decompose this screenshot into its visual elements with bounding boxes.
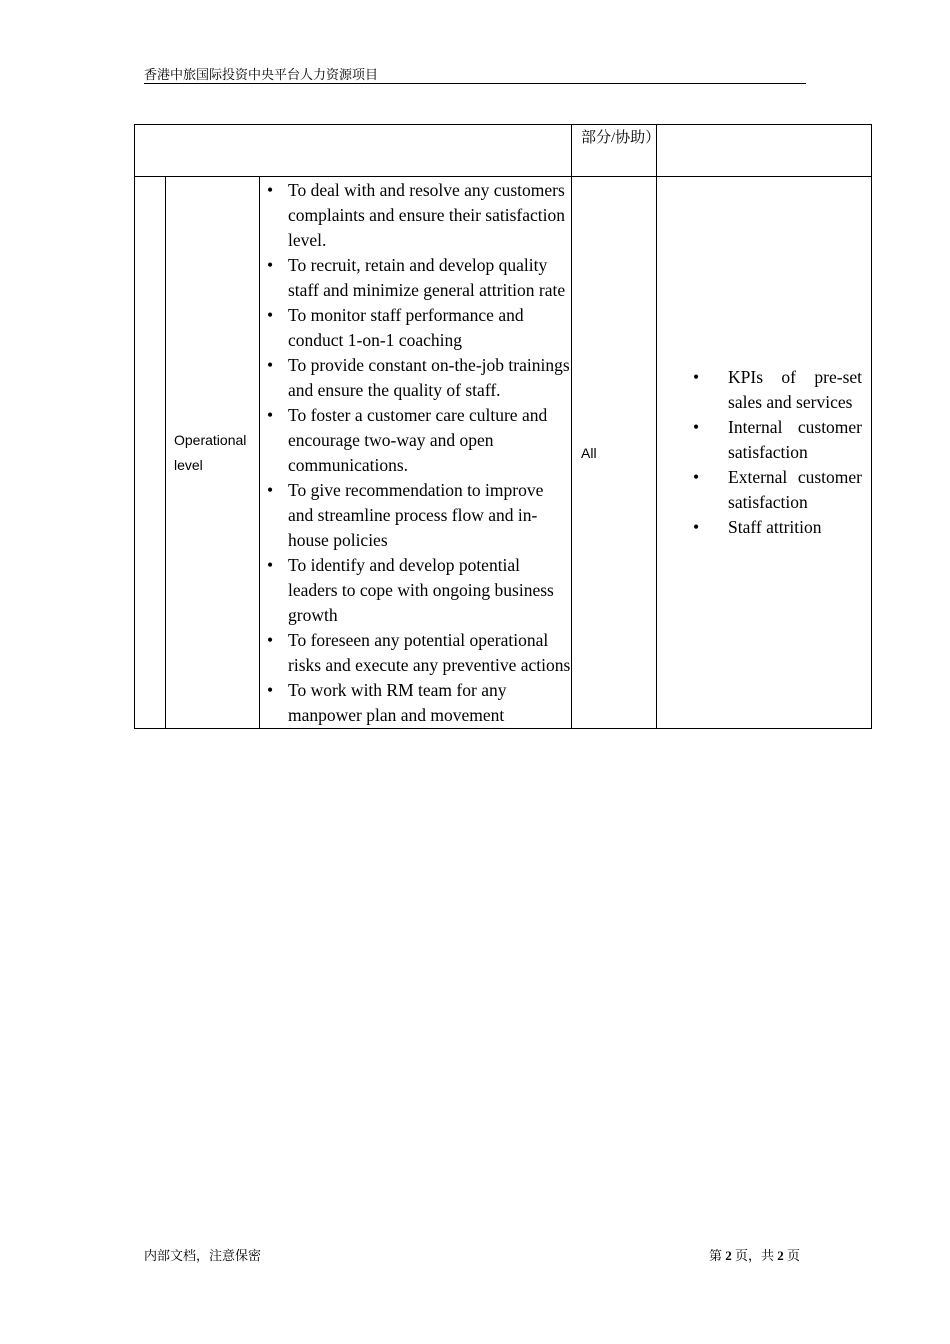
bullet-icon: • <box>267 255 274 275</box>
task-item-text: To recruit, retain and develop quality staff and minimize general attrition rate <box>288 255 566 300</box>
task-item-text: To provide constant on-the-job trainings and ensure the quality of staff. <box>288 355 570 400</box>
bullet-icon: • <box>693 467 700 487</box>
task-item-text: To deal with and resolve any customers complaints and ensure their satisfaction level. <box>288 180 566 250</box>
footer-page-number <box>709 1247 800 1264</box>
responsibility-cell <box>572 177 657 729</box>
task-item <box>260 353 571 403</box>
task-item-text: To work with RM team for any manpower plan and movement <box>288 680 507 725</box>
level-cell <box>166 177 260 729</box>
table-row <box>135 177 872 729</box>
page-header <box>144 66 806 84</box>
bullet-icon: • <box>693 417 700 437</box>
page-current: 2 <box>725 1248 732 1263</box>
task-item <box>260 178 571 253</box>
kpi-item-text: Staff attrition <box>728 517 822 537</box>
footer-confidential <box>144 1247 261 1264</box>
task-item-text: To identify and develop potential leaders to cope with ongoing business growth <box>288 555 554 625</box>
header-responsibility-cell <box>572 125 661 177</box>
page-prefix: 第 <box>709 1248 723 1263</box>
bullet-icon: • <box>267 680 274 700</box>
bullet-icon: • <box>267 355 274 375</box>
bullet-icon: • <box>267 180 274 200</box>
task-item <box>260 478 571 553</box>
task-item-text: To give recommendation to improve and streamline process flow and in-house policies <box>288 480 544 550</box>
header-responsibility-label: 部分/协助） <box>581 130 661 146</box>
level-label: Operational level <box>174 431 247 473</box>
responsibility-label: All <box>581 444 597 461</box>
task-item <box>260 628 571 678</box>
bullet-icon: • <box>267 480 274 500</box>
task-item <box>260 253 571 303</box>
kpi-item <box>657 465 862 515</box>
header-blank-cell <box>135 125 572 177</box>
kpi-list <box>657 365 862 540</box>
index-cell <box>135 177 166 729</box>
kpi-item-text: KPIs of pre-set sales and services <box>728 367 863 412</box>
footer-confidential-label: 内部文档，注意保密 <box>144 1248 262 1263</box>
task-item <box>260 303 571 353</box>
kpi-item-text: External customer satisfaction <box>728 467 863 512</box>
duties-table <box>134 124 872 729</box>
bullet-icon: • <box>267 630 274 650</box>
tasks-cell <box>260 177 572 729</box>
task-list <box>260 178 571 728</box>
task-item-text: To monitor staff performance and conduct 1-on-1 coaching <box>288 305 524 350</box>
bullet-icon: • <box>693 517 700 537</box>
bullet-icon: • <box>267 305 274 325</box>
bullet-icon: • <box>267 555 274 575</box>
table-header-row <box>135 125 872 177</box>
header-kpi-cell <box>657 125 872 177</box>
bullet-icon: • <box>267 405 274 425</box>
bullet-icon: • <box>693 367 700 387</box>
kpi-item-text: Internal customer satisfaction <box>728 417 863 462</box>
kpi-item <box>657 365 862 415</box>
task-item <box>260 403 571 478</box>
kpi-cell <box>657 177 872 729</box>
page-middle: 页，共 <box>735 1248 775 1263</box>
page-total: 2 <box>777 1248 784 1263</box>
kpi-item <box>657 515 862 540</box>
task-item-text: To foster a customer care culture and encourage two-way and open communications. <box>288 405 548 475</box>
page-suffix: 页 <box>787 1248 801 1263</box>
kpi-item <box>657 415 862 465</box>
task-item-text: To foreseen any potential operational risks and execute any preventive actions <box>288 630 571 675</box>
task-item <box>260 553 571 628</box>
header-title: 香港中旅国际投资中央平台人力资源项目 <box>144 67 379 82</box>
task-item <box>260 678 571 728</box>
